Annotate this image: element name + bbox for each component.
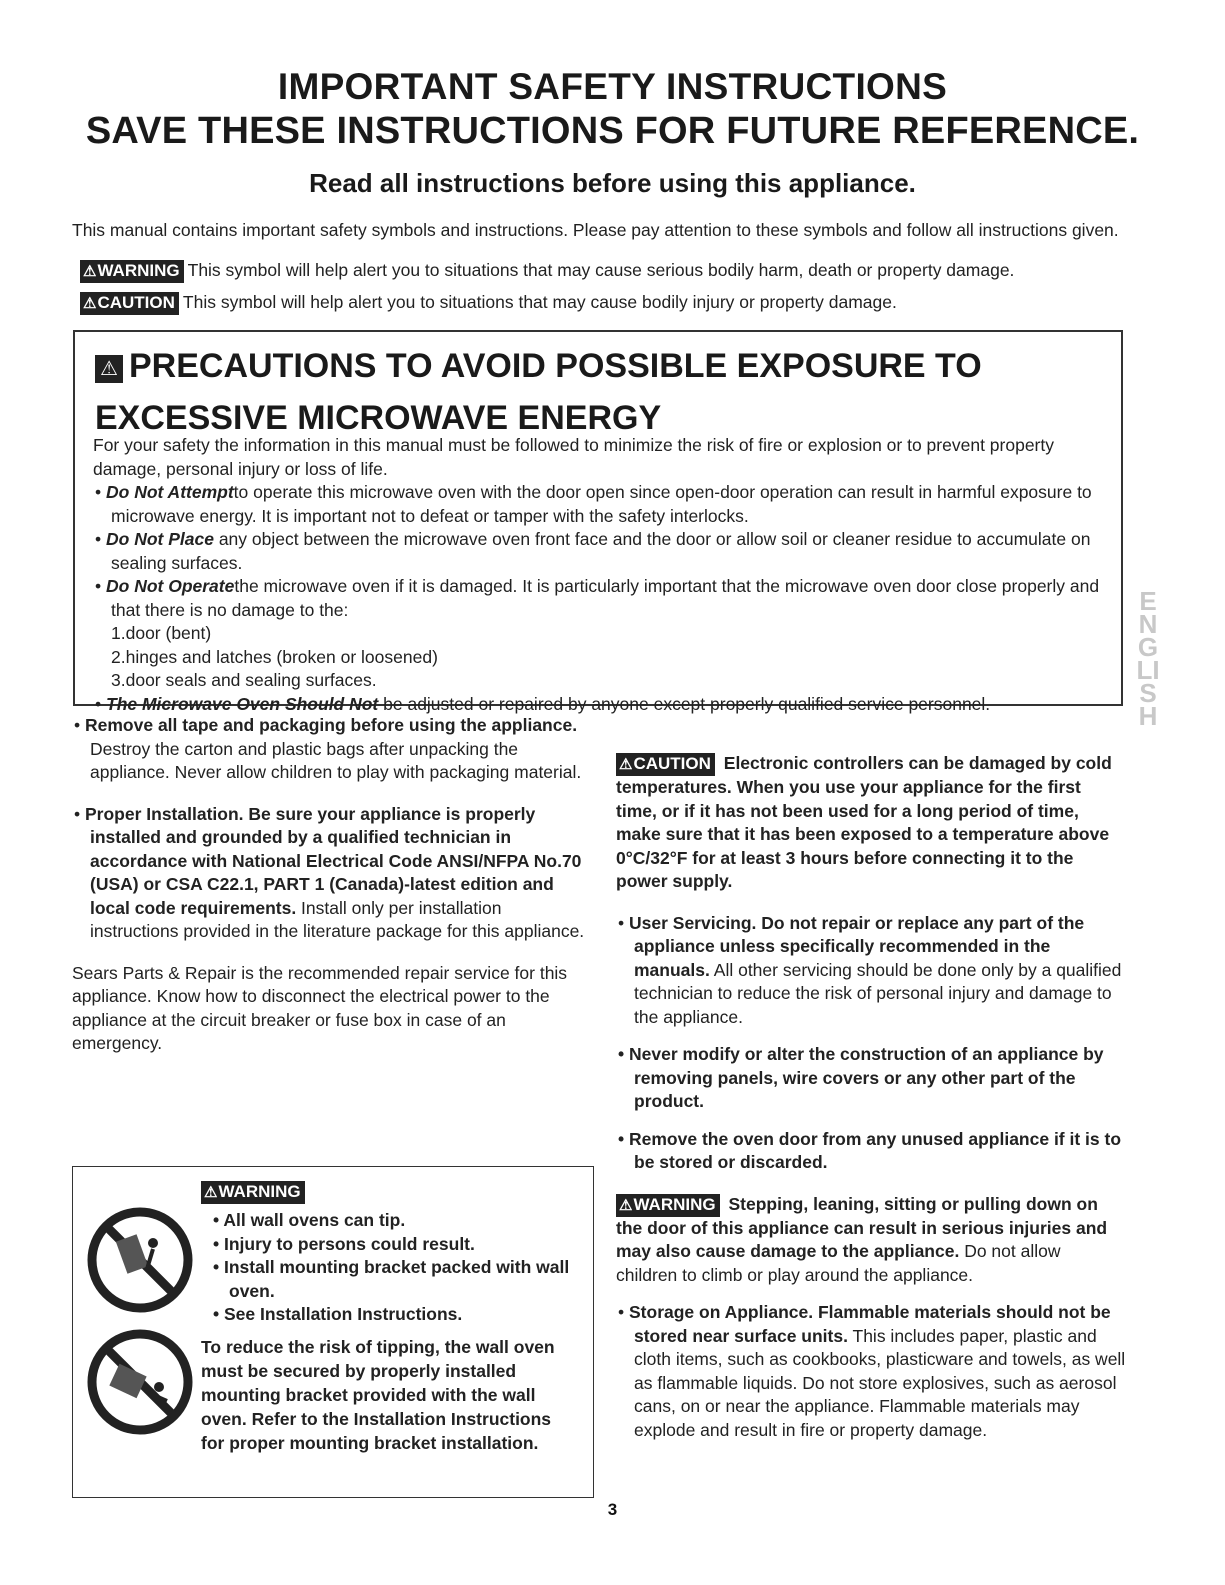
numbered-item: 1.door (bent) — [111, 623, 212, 643]
warning-badge: ⚠WARNING — [616, 1194, 720, 1217]
caution-badge: ⚠CAUTION — [80, 292, 179, 315]
caution-badge: ⚠CAUTION — [616, 753, 715, 776]
alert-triangle-icon: ⚠ — [619, 1196, 633, 1214]
caution-symbol-line — [80, 292, 897, 315]
warning-symbol-line — [80, 260, 1014, 283]
precautions-box — [73, 330, 1123, 714]
list-item: • Do Not Place any object between the microwave oven front face and the door or allow soil or cleaner residue to accumulate on sealing surfaces. — [95, 529, 1091, 573]
numbered-item: 2.hinges and latches (broken or loosened) — [111, 646, 438, 667]
tip-warning-badge: ⚠WARNING — [201, 1181, 309, 1204]
list-item: • All wall ovens can tip. — [213, 1210, 406, 1230]
numbered-item: 3.door seals and sealing surfaces. — [111, 670, 377, 690]
no-tip-over-icon — [87, 1207, 193, 1313]
main-title: IMPORTANT SAFETY INSTRUCTIONS — [277, 66, 948, 107]
warning-badge: ⚠WARNING — [80, 260, 184, 283]
alert-triangle-icon: ⚠ — [204, 1184, 218, 1201]
tip-bullet-list — [201, 1209, 581, 1327]
list-item: • See Installation Instructions. — [213, 1304, 463, 1324]
precautions-title: ⚠ PRECAUTIONS TO AVOID POSSIBLE EXPOSURE TO EXCESSIVE MICROWAVE ENERGY — [95, 347, 982, 437]
warning-symbol-text: This symbol will help alert you to situations that may cause serious bodily harm, death or property damage. — [187, 260, 1015, 280]
right-column — [616, 752, 1126, 1442]
list-item: • Never modify or alter the construction of an appliance by removing panels, wire covers or any other part of the product. — [618, 1044, 1104, 1111]
list-item: • Install mounting bracket packed with wall oven. — [213, 1257, 570, 1301]
subtitle: Read all instructions before using this appliance. — [309, 168, 916, 198]
list-item: • User Servicing. Do not repair or replace any part of the appliance unless specifically recommended in the manuals. All other servicing should be done only by a qualified technician to reduce the risk of personal injury and damage to the appliance. — [618, 912, 1122, 1027]
list-item: • Remove all tape and packaging before using the appliance. Destroy the carton and plastic bags after unpacking the appliance. Never allow children to play with packaging material. — [74, 715, 582, 782]
alert-triangle-icon: ⚠ — [95, 355, 123, 383]
precautions-body — [93, 434, 1103, 716]
list-item: • Injury to persons could result. — [213, 1233, 475, 1254]
warning-paragraph: ⚠WARNING Stepping, leaning, sitting or pulling down on the door of this appliance can result in serious injuries and may also cause damage to the appliance. Do not allow children to climb or play around the appliance. — [616, 1193, 1108, 1285]
alert-triangle-icon: ⚠ — [619, 756, 633, 773]
caution-paragraph: ⚠CAUTION Electronic controllers can be damaged by cold temperatures. When you use your appliance for the first time, or if it has not been used for a long period of time, make sure that it has been exposed to a temperature above 0°C/32°F for at least 3 hours before connecting it to the power supply. — [616, 753, 1112, 891]
oven-tipping-icon — [87, 1329, 193, 1435]
intro-paragraph: This manual contains important safety symbols and instructions. Please pay attention to these symbols and follow all instructions given. — [72, 219, 1119, 240]
repair-service-paragraph: Sears Parts & Repair is the recommended repair service for this appliance. Know how to disconnect the electrical power to the appliance at the circuit breaker or fuse box in case of an emergency. — [72, 962, 568, 1053]
list-item: • Remove the oven door from any unused appliance if it is to be stored or discarded. — [618, 1128, 1122, 1172]
tip-warning-box — [72, 1166, 594, 1498]
alert-triangle-icon: ⚠ — [83, 295, 97, 312]
alert-triangle-icon: ⚠ — [83, 263, 97, 280]
list-item: • Do Not Attemptto operate this microwave oven with the door open since open-door operation can result in harmful exposure to microwave energy. It is important not to defeat or tamper with the safety interlocks. — [95, 482, 1092, 526]
left-column — [72, 714, 592, 1056]
list-item: • Storage on Appliance. Flammable materials should not be stored near surface units. This includes paper, plastic and cloth items, such as cookbooks, plasticware and towels, as well as flammable liquids. Do not store explosives, such as aerosol cans, on or near the appliance. Flammable materials may explode and result in fire or property damage. — [618, 1302, 1126, 1440]
caution-symbol-text: This symbol will help alert you to situations that may cause bodily injury or property damage. — [182, 292, 897, 312]
list-item: • Proper Installation. Be sure your appliance is properly installed and grounded by a qualified technician in accordance with National Electrical Code ANSI/NFPA No.70 (USA) or CSA C22.1, PART 1 (Canada)-latest edition and local code requirements. Install only per installation instructions provided in the literature package for this appliance. — [74, 803, 585, 941]
list-item: • Do Not Operatethe microwave oven if it is damaged. It is particularly important that the microwave oven door close properly and that there is no damage to the: — [95, 576, 1100, 620]
page-number: 3 — [607, 1500, 618, 1519]
precautions-intro: For your safety the information in this manual must be followed to minimize the risk of fire or explosion or to prevent property damage, personal injury or loss of life. — [93, 435, 1054, 479]
secondary-title: SAVE THESE INSTRUCTIONS FOR FUTURE REFERENCE. — [85, 110, 1140, 152]
tip-note: To reduce the risk of tipping, the wall oven must be secured by properly installed mounting bracket provided with the wall oven. Refer to the Installation Instructions for proper mounting bracket installation. — [201, 1337, 555, 1453]
side-language-tab: ENGLISH — [1136, 586, 1160, 731]
list-item: • The Microwave Oven Should Not be adjusted or repaired by anyone except properly qualified service personnel. — [95, 693, 991, 714]
